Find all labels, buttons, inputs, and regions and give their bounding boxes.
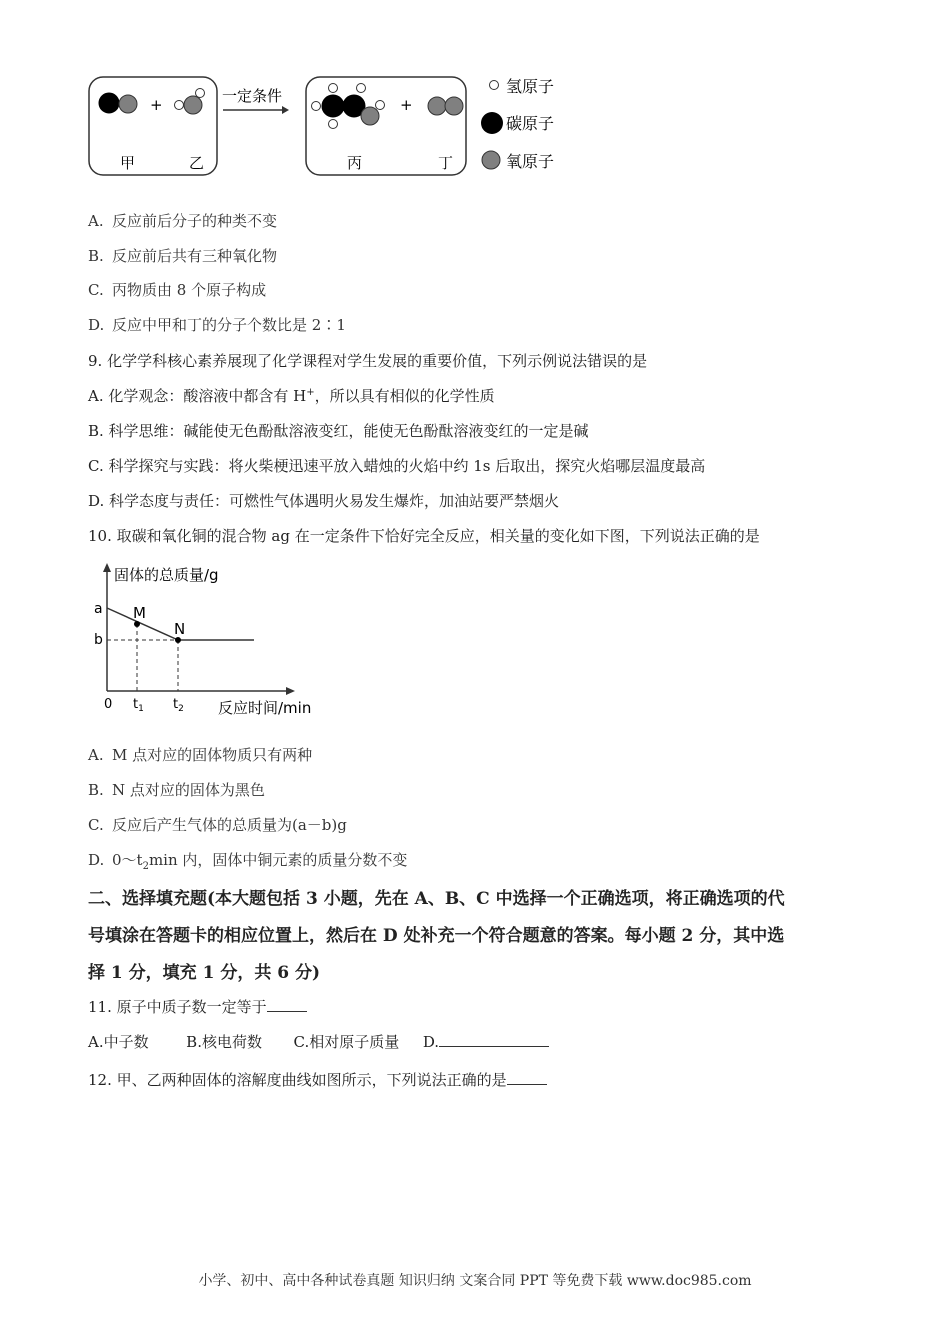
- carbon-atom: [322, 95, 344, 117]
- plus-sign: +: [400, 96, 413, 114]
- y-axis-label: 固体的总质量/g: [114, 566, 219, 584]
- option-text: 丙物质由 8 个原子构成: [112, 281, 267, 299]
- q11-stem-text: 11. 原子中质子数一定等于: [88, 998, 267, 1016]
- origin-label: 0: [104, 697, 113, 712]
- q9-stem: 9. 化学学科核心素养展现了化学课程对学生发展的重要价值，下列示例说法错误的是: [88, 352, 648, 370]
- q10-stem: 10. 取碳和氧化铜的混合物 ag 在一定条件下恰好完全反应，相关量的变化如下图，下列说法正确的是: [88, 527, 760, 545]
- option-text: M 点对应的固体物质只有两种: [112, 746, 313, 764]
- q9-option-c: C. 科学探究与实践：将火柴梗迅速平放入蜡烛的火焰中约 1s 后取出，探究火焰哪层温度最高: [88, 457, 706, 475]
- reaction-condition: 一定条件: [222, 87, 283, 105]
- label-bing: 丙: [347, 154, 363, 172]
- y-axis-arrow-icon: [103, 563, 111, 572]
- q8-option-c: [88, 279, 266, 300]
- option-text: 反应后产生气体的总质量为(a－b)g: [112, 816, 347, 834]
- q9-a-superscript: +: [306, 387, 315, 398]
- option-label: D.: [88, 851, 105, 869]
- q8-option-d: [88, 314, 346, 335]
- q9-option-d: D. 科学态度与责任：可燃性气体遇明火易发生爆炸，加油站要严禁烟火: [88, 492, 560, 510]
- q11-option-d: D.: [422, 1033, 440, 1051]
- option-text: 反应前后共有三种氧化物: [112, 247, 278, 265]
- plus-sign: +: [150, 96, 163, 114]
- q12-stem: [88, 1069, 547, 1090]
- q8-option-b: [88, 245, 277, 266]
- q9-a-text: A. 化学观念：酸溶液中都含有 H: [88, 387, 307, 405]
- subscript: 2: [142, 861, 149, 872]
- q10-option-b: [88, 779, 265, 800]
- option-label: C.: [88, 281, 104, 299]
- legend-carbon-icon: [481, 112, 503, 134]
- q9-option-a: [88, 385, 495, 406]
- answer-blank[interactable]: [267, 998, 307, 1012]
- hydrogen-atom: [357, 84, 366, 93]
- x-axis-label: 反应时间/min: [218, 699, 312, 717]
- option-label: C.: [88, 816, 104, 834]
- hydrogen-atom: [312, 102, 321, 111]
- q10-option-c: [88, 814, 347, 835]
- label-yi: 乙: [189, 154, 205, 172]
- legend-hydrogen-icon: [490, 81, 499, 90]
- y-tick-a: a: [94, 601, 103, 617]
- q11-stem: [88, 996, 307, 1017]
- q10-option-d: [88, 849, 407, 872]
- oxygen-atom: [361, 107, 379, 125]
- option-text: N 点对应的固体为黑色: [112, 781, 265, 799]
- q10-option-a: [88, 744, 312, 765]
- answer-blank[interactable]: [507, 1071, 547, 1085]
- option-label: B.: [88, 247, 104, 265]
- reaction-diagram: [86, 72, 576, 180]
- hydrogen-atom: [196, 89, 205, 98]
- option-label: A.: [88, 212, 104, 230]
- q8-option-a: [88, 210, 277, 231]
- q11-options: [88, 1031, 549, 1052]
- x-axis-arrow-icon: [286, 687, 295, 695]
- option-label: D.: [88, 316, 105, 334]
- legend-oxygen-icon: [482, 151, 500, 169]
- q9-option-b: B. 科学思维：碱能使无色酚酞溶液变红，能使无色酚酞溶液变红的一定是碱: [88, 422, 589, 440]
- oxygen-atom: [119, 95, 137, 113]
- answer-blank-d[interactable]: [439, 1033, 549, 1047]
- legend-carbon: 碳原子: [506, 114, 555, 133]
- option-label: B.: [88, 781, 104, 799]
- option-text: 反应前后分子的种类不变: [112, 212, 278, 230]
- legend-oxygen: 氧原子: [506, 152, 555, 171]
- option-label: A.: [88, 746, 104, 764]
- arrow-head-icon: [282, 106, 289, 114]
- option-text: 反应中甲和丁的分子个数比是 2∶1: [112, 316, 346, 334]
- q11-option-c: C.相对原子质量: [293, 1033, 400, 1051]
- q9-a-text-2: ，所以具有相似的化学性质: [314, 387, 495, 405]
- x-tick-t2: $t_2$: [173, 697, 184, 714]
- hydrogen-atom: [329, 84, 338, 93]
- q12-stem-text: 12. 甲、乙两种固体的溶解度曲线如图所示，下列说法正确的是: [88, 1071, 507, 1089]
- label-jia: 甲: [120, 154, 136, 172]
- hydrogen-atom: [175, 101, 184, 110]
- option-text-2: min 内，固体中铜元素的质量分数不变: [148, 851, 408, 869]
- point-n-label: N: [174, 620, 186, 638]
- oxygen-atom: [184, 96, 202, 114]
- oxygen-atom: [428, 97, 446, 115]
- section2-heading-line1: 二、选择填充题(本大题包括 3 小题，先在 A、B、C 中选择一个正确选项，将正确选项的代: [88, 889, 785, 909]
- label-ding: 丁: [438, 154, 454, 172]
- option-text: 0～t: [112, 851, 143, 869]
- y-tick-b: b: [94, 632, 103, 648]
- section2-heading-line2: 号填涂在答题卡的相应位置上，然后在 D 处补充一个符合题意的答案。每小题 2 分，其中选: [88, 926, 785, 946]
- hydrogen-atom: [376, 101, 385, 110]
- legend-hydrogen: 氢原子: [506, 77, 555, 96]
- oxygen-atom: [445, 97, 463, 115]
- q11-option-a: A.中子数: [88, 1033, 149, 1051]
- q11-option-b: B.核电荷数: [186, 1033, 262, 1051]
- x-tick-t1: $t_1$: [133, 697, 144, 714]
- carbon-atom: [99, 93, 119, 113]
- mass-time-chart: [90, 560, 330, 720]
- hydrogen-atom: [329, 120, 338, 129]
- page-footer: 小学、初中、高中各种试卷真题 知识归纳 文案合同 PPT 等免费下载 www.doc985.com: [198, 1273, 752, 1289]
- point-m-label: M: [133, 604, 146, 622]
- section2-heading-line3: 择 1 分，填充 1 分，共 6 分): [88, 963, 321, 983]
